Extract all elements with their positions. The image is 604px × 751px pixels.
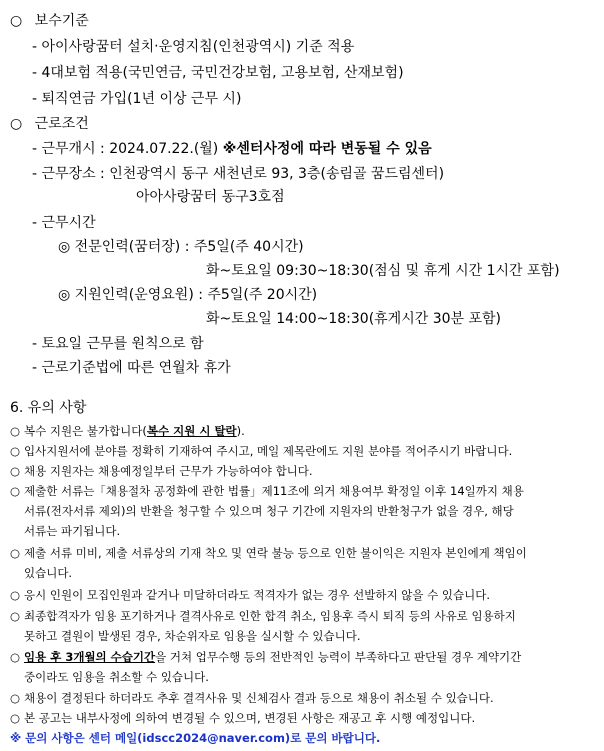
circle-bullet-icon: ○ [10,464,21,478]
hours-support: ◎ 지원인력(운영요원) : 주5일(주 20시간) [58,287,318,303]
circle-bullet-icon: ○ [10,13,23,29]
compensation-heading: ○ 보수기준 [10,13,89,29]
note-item: ○ 제출 서류 미비, 제출 서류상의 기재 착오 및 연락 불능 등으로 인한 불이익은 지원자 본인에게 책임이 [10,544,604,563]
circle-bullet-icon: ○ [10,424,21,438]
circle-bullet-icon: ○ [10,116,23,132]
note-item: ○ 채용이 결정된다 하더라도 추후 결격사유 및 신체검사 결과 등으로 채용이 취소될 수 있습니다. [10,689,604,708]
circle-bullet-icon: ○ [10,650,21,664]
note-item: ○ 본 공고는 내부사정에 의하여 변경될 수 있으며, 변경된 사항은 재공고 후 시행 예정입니다. [10,709,604,728]
note-item: ○ 임용 후 3개월의 수습기간을 거쳐 업무수행 등의 전반적인 능력이 부족하다고 판단될 경우 계약기간 [10,648,604,667]
note-item-cont: 있습니다. [24,566,73,580]
notes-title: 6. 유의 사항 [10,400,87,416]
annual-leave: - 근로기준법에 따른 연월차 휴가 [32,360,231,376]
circle-bullet-icon: ○ [10,546,21,560]
circle-bullet-icon: ○ [10,711,21,725]
work-start: - 근무개시 : 2024.07.22.(월) ※센터사정에 따라 변동될 수 있음 [32,141,432,157]
circle-bullet-icon: ○ [10,588,21,602]
note-item-cont: 못하고 결원이 발생된 경우, 차순위자로 임용을 실시할 수 있습니다. [24,629,361,643]
conditions-heading: ○ 근로조건 [10,116,89,132]
circle-bullet-icon: ○ [10,691,21,705]
start-note: ※센터사정에 따라 변동될 수 있음 [222,141,432,157]
compensation-item: - 4대보험 적용(국민연금, 국민건강보험, 고용보험, 산재보험) [32,65,404,81]
circle-bullet-icon: ○ [10,609,21,623]
hours-professional: ◎ 전문인력(꿈터장) : 주5일(주 40시간) [58,239,304,255]
compensation-item: - 아이사랑꿈터 설치‧운영지침(인천광역시) 기준 적용 [32,39,355,55]
note-item: ○ 채용 지원자는 채용예정일부터 근무가 가능하여야 합니다. [10,462,604,481]
note-item-cont: 중이라도 임용을 취소할 수 있습니다. [24,670,209,684]
work-place-branch: 아아사랑꿈터 동구3호점 [136,189,285,205]
inquiry-note: ※ 문의 사항은 센터 메일(idscc2024@naver.com)로 문의 바랍니다. [10,731,381,745]
hours-support-detail: 화~토요일 14:00~18:30(휴게시간 30분 포함) [206,311,502,327]
note-item-cont: 서류(전자서류 제외)의 반환을 청구할 수 있으며 청구 기간에 지원자의 반환청구가 없을 경우, 해당 [24,504,514,518]
note-item: ○ 최종합격자가 임용 포기하거나 결격사유로 인한 합격 취소, 임용후 즉시 퇴직 등의 사유로 임용하지 [10,607,604,626]
note-item: ○ 응시 인원이 모집인원과 같거나 미달하더라도 적격자가 없는 경우 선발하지 않을 수 있습니다. [10,586,604,605]
compensation-item: - 퇴직연금 가입(1년 이상 근무 시) [32,91,242,107]
note-item-cont: 서류는 파기됩니다. [24,524,121,538]
note-item: ○ 입사지원서에 분야를 정확히 기재하여 주시고, 메일 제목란에도 지원 분야를 적어주시기 바랍니다. [10,442,604,461]
work-hours-title: - 근무시간 [32,215,96,231]
circle-bullet-icon: ○ [10,484,21,498]
work-place: - 근무장소 : 인천광역시 동구 새천년로 93, 3층(송림골 꿈드림센터) [32,166,445,182]
note-item: ○ 제출한 서류는「채용절차 공정화에 관한 법률」제11조에 의거 채용여부 확정일 이후 14일까지 채용 [10,482,604,501]
saturday-rule: - 토요일 근무를 원칙으로 함 [32,336,204,352]
hours-professional-detail: 화~토요일 09:30~18:30(점심 및 휴게 시간 1시간 포함) [206,263,560,279]
note-item: ○ 복수 지원은 불가합니다(복수 지원 시 탈락). [10,422,604,441]
circle-bullet-icon: ○ [10,444,21,458]
